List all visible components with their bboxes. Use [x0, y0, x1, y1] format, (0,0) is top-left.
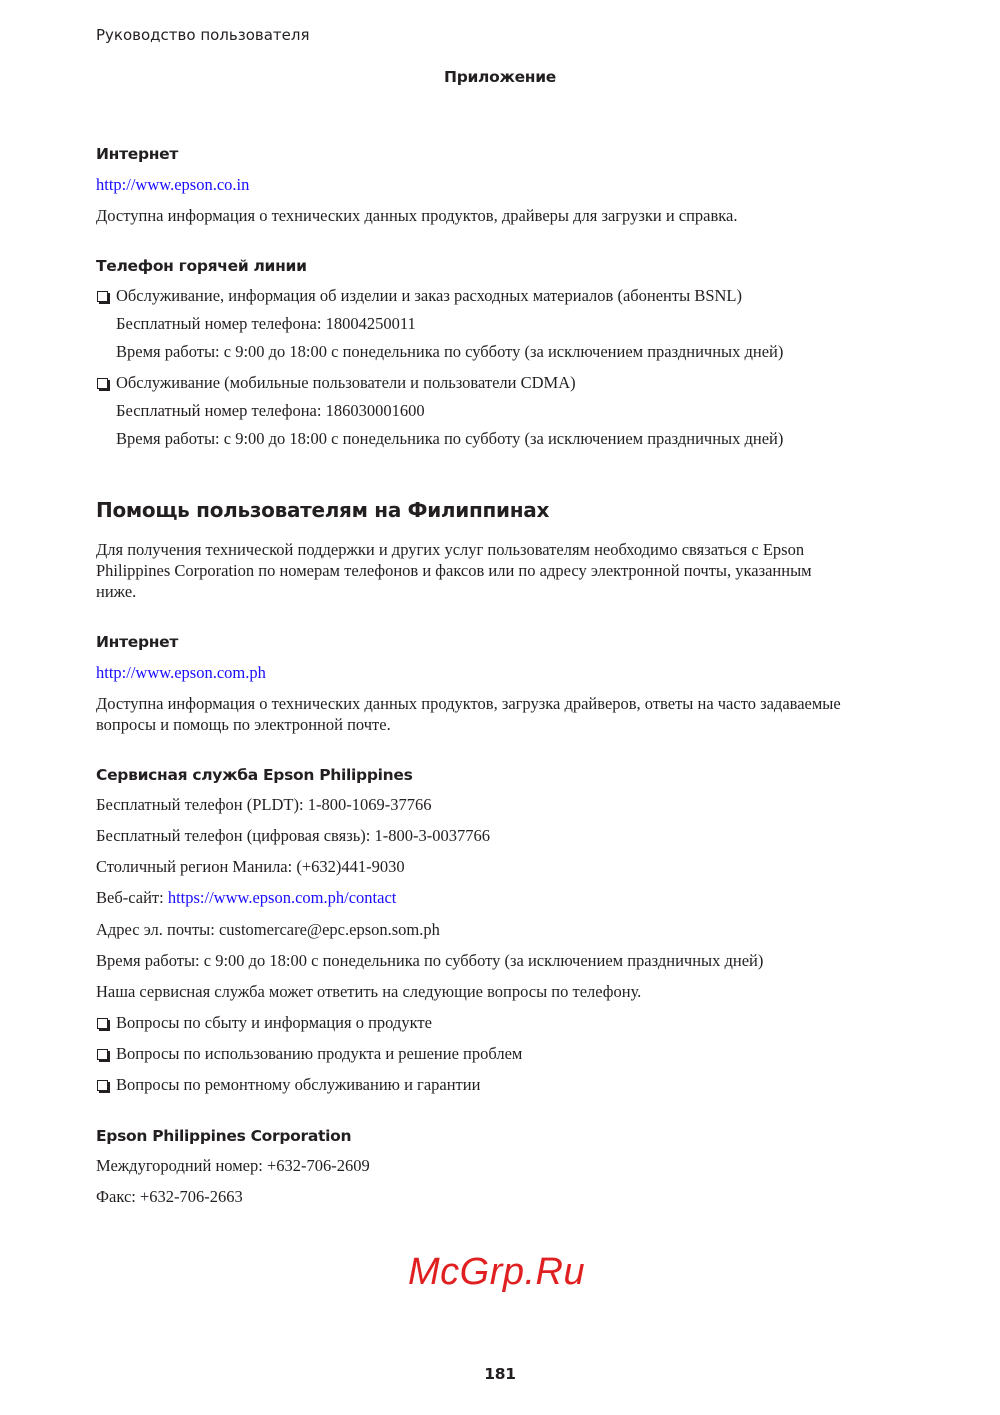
- philippines-heading: Помощь пользователям на Филиппинах: [96, 498, 550, 522]
- hotline-item-hours: Время работы: с 9:00 до 18:00 с понедельника по субботу (за исключением праздничных дней): [116, 342, 784, 361]
- contact-link[interactable]: https://www.epson.com.ph/contact: [167, 888, 397, 907]
- philippines-intro: Для получения технической поддержки и других услуг пользователям необходимо связаться с Epson: [96, 540, 805, 559]
- ph-website-link[interactable]: http://www.epson.com.ph: [96, 663, 266, 682]
- service-line: Бесплатный телефон (цифровая связь): 1-800-3-0037766: [96, 826, 490, 845]
- service-heading: Сервисная служба Epson Philippines: [96, 766, 413, 784]
- service-bullet: Вопросы по сбыту и информация о продукте: [116, 1013, 432, 1032]
- hotline-item-title: Обслуживание (мобильные пользователи и пользователи CDMA): [116, 373, 576, 392]
- ph-internet-text: Доступна информация о технических данных продуктов, загрузка драйверов, ответы на часто задаваемые: [96, 694, 841, 713]
- india-internet-heading: Интернет: [96, 145, 179, 163]
- ph-internet-heading: Интернет: [96, 633, 179, 651]
- service-line: Бесплатный телефон (PLDT): 1-800-1069-37766: [96, 795, 432, 814]
- corp-heading: Epson Philippines Corporation: [96, 1127, 352, 1145]
- bullet-box-icon: [97, 1080, 108, 1091]
- bullet-box-icon: [97, 291, 108, 302]
- hotline-item-phone: Бесплатный номер телефона: 186030001600: [116, 401, 425, 420]
- service-website: [96, 888, 396, 908]
- philippines-intro: ниже.: [96, 582, 137, 601]
- corp-line: Междугородний номер: +632-706-2609: [96, 1156, 370, 1175]
- philippines-intro: Philippines Corporation по номерам телефонов и факсов или по адресу электронной почты, указанным: [96, 561, 812, 580]
- bullet-box-icon: [97, 1018, 108, 1029]
- india-website-link[interactable]: http://www.epson.co.in: [96, 175, 250, 194]
- service-bullet: Вопросы по ремонтному обслуживанию и гарантии: [116, 1075, 481, 1094]
- service-line: Время работы: с 9:00 до 18:00 с понедельника по субботу (за исключением праздничных дней): [96, 951, 764, 970]
- hotline-item-phone: Бесплатный номер телефона: 18004250011: [116, 314, 416, 333]
- document-title: Руководство пользователя: [96, 26, 310, 44]
- service-bullet: Вопросы по использованию продукта и решение проблем: [116, 1044, 523, 1063]
- hotline-item-title: Обслуживание, информация об изделии и заказ расходных материалов (абоненты BSNL): [116, 286, 742, 305]
- hotline-heading: Телефон горячей линии: [96, 257, 307, 275]
- ph-internet-text: вопросы и помощь по электронной почте.: [96, 715, 391, 734]
- website-label: Веб-сайт:: [96, 888, 168, 907]
- section-title: Приложение: [444, 68, 556, 86]
- hotline-item-hours: Время работы: с 9:00 до 18:00 с понедельника по субботу (за исключением праздничных дней): [116, 429, 784, 448]
- watermark: McGrp.Ru: [408, 1251, 586, 1293]
- bullet-box-icon: [97, 1049, 108, 1060]
- service-line: Адрес эл. почты: customercare@epc.epson.som.ph: [96, 920, 440, 939]
- service-line: Наша сервисная служба может ответить на следующие вопросы по телефону.: [96, 982, 642, 1001]
- service-line: Столичный регион Манила: (+632)441-9030: [96, 857, 405, 876]
- bullet-box-icon: [97, 378, 108, 389]
- india-internet-text: Доступна информация о технических данных продуктов, драйверы для загрузки и справка.: [96, 206, 738, 225]
- page-number: 181: [484, 1365, 516, 1383]
- corp-line: Факс: +632-706-2663: [96, 1187, 243, 1206]
